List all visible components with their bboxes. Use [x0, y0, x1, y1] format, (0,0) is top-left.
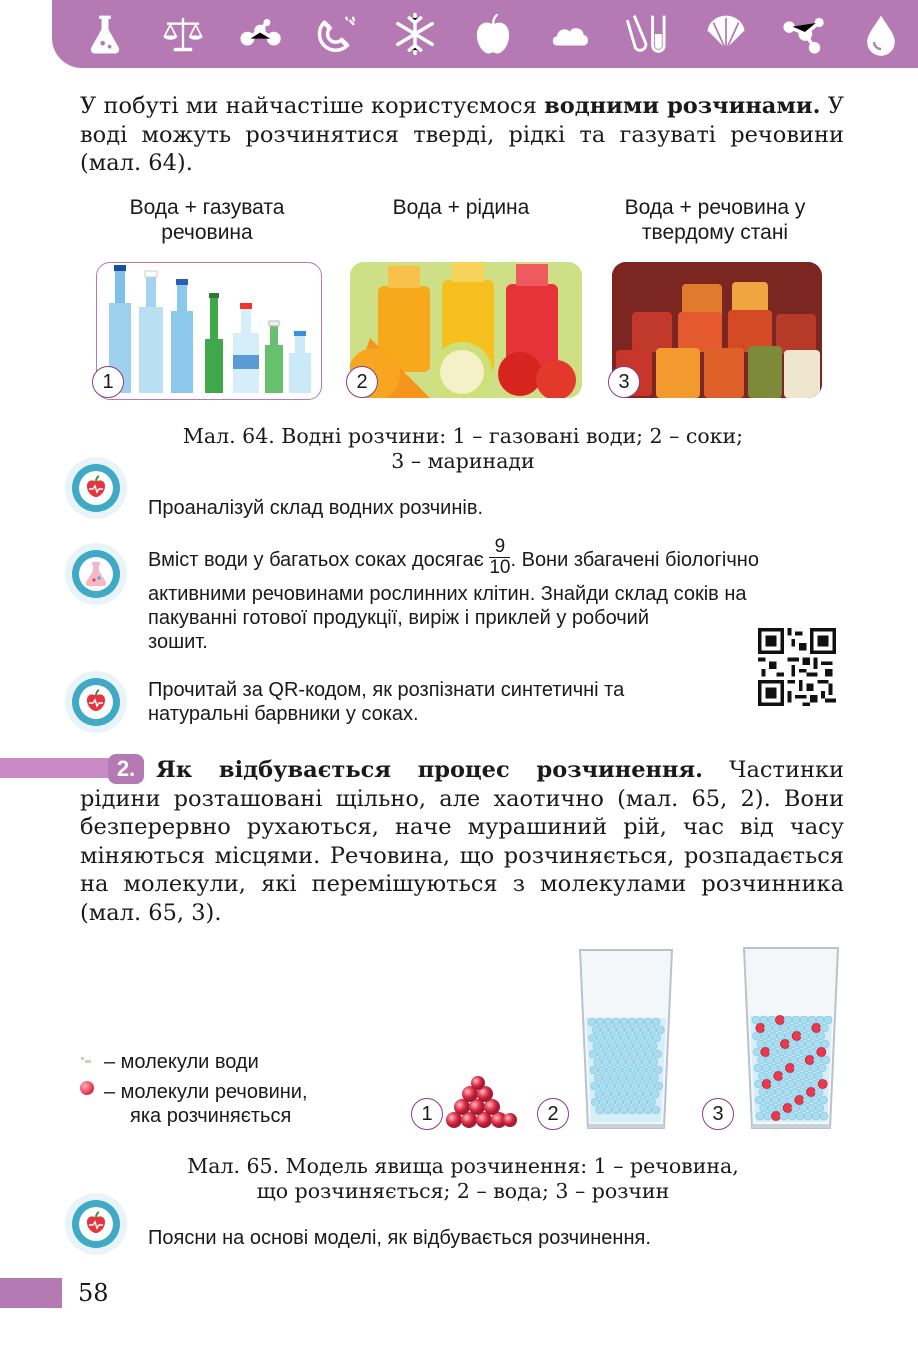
water-molecule — [773, 1040, 781, 1048]
glass-solution — [742, 946, 840, 1130]
section-number: 2. — [108, 754, 144, 784]
water-molecule — [798, 1056, 806, 1064]
substance-molecule — [806, 1087, 815, 1096]
water-molecule — [635, 1090, 643, 1098]
water-molecule — [775, 1088, 783, 1096]
fraction-denominator: 10 — [489, 557, 511, 579]
water-molecule — [607, 1098, 615, 1106]
label-liquid: Вода + рідина — [392, 196, 530, 219]
task-qr-line1: Прочитай за QR-кодом, як розпізнати синтетичні та — [148, 679, 625, 701]
water-molecule — [819, 1096, 827, 1104]
substance-molecule — [762, 1079, 771, 1088]
model-number-3: 3 — [702, 1098, 734, 1130]
water-molecule — [759, 1088, 767, 1096]
water-molecule — [785, 1048, 793, 1056]
fraction — [489, 537, 510, 578]
substance-molecule — [774, 1071, 783, 1080]
water-molecule — [651, 1090, 659, 1098]
shell-icon — [703, 11, 749, 57]
water-molecule — [637, 1050, 645, 1058]
water-molecule — [625, 1042, 633, 1050]
water-molecule — [790, 1056, 798, 1064]
water-molecule — [776, 1104, 784, 1112]
water-molecule — [639, 1098, 647, 1106]
water-molecule — [783, 1088, 791, 1096]
water-molecule — [652, 1018, 660, 1026]
task-juice-text: Вміст води у багатьох соках досягає — [148, 549, 490, 571]
water-molecule — [800, 1016, 808, 1024]
heart-apple-task-icon — [64, 670, 128, 734]
bottles-illustration — [109, 265, 311, 393]
substance-molecule — [792, 1031, 801, 1040]
water-molecule — [597, 1050, 605, 1058]
water-molecule — [794, 1064, 802, 1072]
water-molecule — [810, 1064, 818, 1072]
water-molecule — [655, 1082, 663, 1090]
water-molecule — [612, 1106, 620, 1114]
water-molecule — [602, 1058, 610, 1066]
water-molecule — [636, 1106, 644, 1114]
water-molecule — [638, 1066, 646, 1074]
figure65-caption-line1: Мал. 65. Модель явища розчинення: 1 – речовина, — [187, 1154, 739, 1178]
water-molecule — [617, 1042, 625, 1050]
water-molecule — [820, 1112, 828, 1120]
intro-text-after: У воді можуть розчинятися тверді, рідкі та газуваті речовини (мал. 64). — [80, 93, 844, 176]
water-molecule — [623, 1082, 631, 1090]
water-molecule — [804, 1024, 812, 1032]
water-molecule — [815, 1088, 823, 1096]
water-molecule — [800, 1104, 808, 1112]
water-molecule — [644, 1018, 652, 1026]
water-molecule — [760, 1016, 768, 1024]
water-molecule — [789, 1040, 797, 1048]
water-molecule — [605, 1034, 613, 1042]
water-molecule — [645, 1034, 653, 1042]
intro-bold-term: водними розчинами. — [544, 93, 821, 119]
water-molecule — [648, 1026, 656, 1034]
water-molecule — [816, 1016, 824, 1024]
water-molecule — [817, 1032, 825, 1040]
water-molecule — [758, 1072, 766, 1080]
water-molecule — [641, 1042, 649, 1050]
substance-pile — [444, 1076, 518, 1130]
water-molecule — [640, 1026, 648, 1034]
test-tubes-icon — [625, 11, 671, 57]
figure64-caption — [100, 424, 826, 474]
substance-molecule — [817, 1047, 826, 1056]
water-molecule — [801, 1032, 809, 1040]
water-molecule — [588, 1018, 596, 1026]
water-molecule — [626, 1058, 634, 1066]
water-molecule — [630, 1066, 638, 1074]
water-molecule — [621, 1050, 629, 1058]
water-molecule — [791, 1088, 799, 1096]
task-qr-line2: натуральні барвники у соках. — [148, 703, 419, 725]
water-molecule — [803, 1096, 811, 1104]
photo-number-3: 3 — [608, 366, 640, 398]
water-molecule — [779, 1096, 787, 1104]
water-molecule — [764, 1024, 772, 1032]
water-molecule — [626, 1074, 634, 1082]
water-molecule — [754, 1064, 762, 1072]
task-juice-text-after: . Вони збагачені біологічно — [510, 549, 759, 571]
water-molecule — [814, 1056, 822, 1064]
legend-substance-line2: яка розчиняється — [130, 1105, 292, 1127]
water-molecule — [610, 1074, 618, 1082]
water-molecule — [774, 1056, 782, 1064]
section2-body: Частинки рідини розташовані щільно, але хаотично (мал. 65, 2). Вони безперервно рухаються, наче мурашиний рій, час від часу міняються місцями. Речовина, що розчиняється, розпадається на молекули, які перемішуються з молекулами розчинника (мал. 65, 3). — [80, 757, 845, 926]
intro-text: У побуті ми найчастіше користуємося — [80, 93, 545, 119]
flask-task-icon — [64, 542, 128, 606]
water-molecule — [607, 1082, 615, 1090]
water-molecule — [600, 1026, 608, 1034]
water-molecule — [809, 1048, 817, 1056]
water-molecule — [639, 1082, 647, 1090]
water-molecule — [796, 1112, 804, 1120]
task-analyze: Проаналізуй склад водних розчинів. — [148, 497, 484, 519]
water-molecule — [818, 1064, 826, 1072]
water-molecule — [780, 1024, 788, 1032]
water-molecule — [802, 1064, 810, 1072]
label-gas: Вода + газувата речовина — [129, 196, 285, 244]
water-molecule — [803, 1080, 811, 1088]
water-molecule — [619, 1090, 627, 1098]
water-molecule — [761, 1032, 769, 1040]
water-molecule — [654, 1066, 662, 1074]
water-molecule — [764, 1112, 772, 1120]
water-molecule — [649, 1042, 657, 1050]
water-molecule — [785, 1032, 793, 1040]
water-molecule — [796, 1024, 804, 1032]
water-molecule — [653, 1050, 661, 1058]
water-molecule — [599, 1082, 607, 1090]
water-molecule — [821, 1040, 829, 1048]
water-molecule — [770, 1064, 778, 1072]
water-molecule — [615, 1098, 623, 1106]
water-molecule — [787, 1080, 795, 1088]
water-molecule — [594, 1058, 602, 1066]
water-molecule — [601, 1042, 609, 1050]
task-juice-water — [148, 536, 848, 579]
flask-icon — [82, 11, 128, 57]
water-molecule — [765, 1040, 773, 1048]
drop-icon — [858, 11, 904, 57]
water-molecule — [633, 1042, 641, 1050]
water-molecule — [613, 1034, 621, 1042]
water-molecule — [816, 1104, 824, 1112]
water-molecule — [591, 1082, 599, 1090]
water-molecule — [793, 1048, 801, 1056]
water-molecule — [762, 1064, 770, 1072]
substance-molecule — [783, 1103, 792, 1112]
substance-molecule-legend-icon — [80, 1081, 94, 1095]
water-molecule — [792, 1104, 800, 1112]
fraction-numerator: 9 — [489, 537, 510, 558]
molecule-chain-icon — [780, 11, 826, 57]
glass-water — [578, 948, 674, 1130]
figure64-caption-line1: Мал. 64. Водні розчини: 1 – газовані води; 2 – соки; — [182, 424, 744, 448]
water-molecule — [790, 1072, 798, 1080]
water-molecule — [644, 1106, 652, 1114]
molecule-icon — [237, 11, 283, 57]
qr-code[interactable] — [758, 628, 836, 706]
water-molecule — [596, 1018, 604, 1026]
water-molecule — [593, 1042, 601, 1050]
water-molecule — [616, 1026, 624, 1034]
water-molecule — [806, 1072, 814, 1080]
water-molecule — [603, 1090, 611, 1098]
water-molecule — [595, 1090, 603, 1098]
water-molecule — [771, 1096, 779, 1104]
water-molecule — [610, 1058, 618, 1066]
water-molecule — [787, 1096, 795, 1104]
water-molecule — [782, 1056, 790, 1064]
water-molecule — [589, 1050, 597, 1058]
substance-molecule — [780, 1039, 789, 1048]
water-molecule — [780, 1112, 788, 1120]
photo-sparkling-water — [96, 262, 322, 400]
apple-icon — [470, 11, 516, 57]
water-molecule — [650, 1074, 658, 1082]
water-molecule — [808, 1104, 816, 1112]
water-molecule — [820, 1024, 828, 1032]
magnet-icon — [315, 11, 361, 57]
water-molecule — [631, 1098, 639, 1106]
substance-molecule — [785, 1063, 794, 1072]
water-molecule — [622, 1066, 630, 1074]
snowflake-icon — [392, 11, 438, 57]
figure65-caption — [100, 1154, 826, 1204]
water-molecule — [808, 1016, 816, 1024]
water-molecule — [779, 1080, 787, 1088]
water-molecule — [801, 1048, 809, 1056]
water-molecule — [637, 1034, 645, 1042]
water-molecule — [599, 1098, 607, 1106]
water-molecule — [634, 1058, 642, 1066]
water-molecule — [602, 1074, 610, 1082]
substance-molecule — [771, 1111, 780, 1120]
water-molecule — [615, 1082, 623, 1090]
water-molecule — [597, 1034, 605, 1042]
legend-water: – молекули води — [104, 1051, 259, 1073]
photo-number-1: 1 — [92, 366, 124, 398]
task-juice-line2: активними речовинами рослинних клітин. Знайди склад соків на — [148, 583, 747, 605]
page-number: 58 — [78, 1279, 109, 1307]
water-molecule — [604, 1018, 612, 1026]
water-molecule — [771, 1080, 779, 1088]
water-molecule — [777, 1032, 785, 1040]
water-molecule — [647, 1082, 655, 1090]
water-molecule — [612, 1018, 620, 1026]
water-molecule — [621, 1034, 629, 1042]
water-molecule — [628, 1106, 636, 1114]
photo-number-2: 2 — [346, 366, 378, 398]
water-molecule — [772, 1024, 780, 1032]
water-molecule — [613, 1050, 621, 1058]
photo-juices — [350, 262, 582, 398]
cloud-icon — [548, 11, 594, 57]
substance-molecule — [756, 1023, 765, 1032]
water-molecule — [755, 1080, 763, 1088]
water-molecule — [592, 1026, 600, 1034]
water-molecule — [799, 1088, 807, 1096]
water-molecule — [632, 1026, 640, 1034]
water-molecule — [763, 1096, 771, 1104]
water-molecule — [768, 1016, 776, 1024]
water-molecule — [618, 1074, 626, 1082]
water-molecule — [805, 1040, 813, 1048]
water-molecule — [629, 1050, 637, 1058]
water-molecule — [643, 1090, 651, 1098]
section2-paragraph — [80, 756, 844, 927]
water-molecule — [623, 1098, 631, 1106]
water-molecule — [788, 1024, 796, 1032]
substance-molecule — [775, 1015, 784, 1024]
header-banner — [52, 0, 918, 68]
task-juice-line3: пакуванні готової продукції, виріж і приклей у робочий — [148, 607, 650, 629]
water-molecule — [596, 1106, 604, 1114]
water-molecule — [757, 1040, 765, 1048]
substance-molecule — [795, 1095, 804, 1104]
water-molecule — [795, 1080, 803, 1088]
water-molecule — [804, 1112, 812, 1120]
water-molecule — [634, 1074, 642, 1082]
water-molecule — [782, 1072, 790, 1080]
legend-substance-line1: – молекули речовини, — [104, 1081, 308, 1103]
water-molecule — [629, 1034, 637, 1042]
photo-marinades — [612, 262, 822, 398]
water-molecule — [628, 1018, 636, 1026]
task-explain: Поясни на основі моделі, як відбувається розчинення. — [148, 1227, 651, 1249]
water-molecule — [777, 1048, 785, 1056]
water-molecule — [812, 1112, 820, 1120]
water-molecule — [598, 1066, 606, 1074]
water-molecule — [652, 1106, 660, 1114]
water-molecule — [811, 1096, 819, 1104]
substance-molecule — [812, 1023, 821, 1032]
water-molecule — [813, 1040, 821, 1048]
heart-apple-task-icon — [64, 456, 128, 520]
water-molecule — [760, 1104, 768, 1112]
water-molecule — [653, 1034, 661, 1042]
water-molecule — [608, 1026, 616, 1034]
figure64-caption-line2: 3 – маринади — [391, 449, 535, 473]
substance-molecule — [761, 1047, 770, 1056]
water-molecule — [809, 1032, 817, 1040]
model-number-2: 2 — [537, 1098, 569, 1130]
heart-apple-task-icon — [64, 1192, 128, 1256]
water-molecule — [642, 1074, 650, 1082]
figure65-caption-line2: що розчиняється; 2 – вода; 3 – розчин — [256, 1179, 670, 1203]
intro-paragraph — [80, 92, 844, 178]
water-molecule — [792, 1016, 800, 1024]
water-molecule — [627, 1090, 635, 1098]
section2-title: Як відбувається процес розчинення. — [156, 757, 703, 783]
water-molecule — [756, 1112, 764, 1120]
water-molecule — [650, 1058, 658, 1066]
water-molecule — [784, 1016, 792, 1024]
water-molecule — [624, 1026, 632, 1034]
water-molecule — [636, 1018, 644, 1026]
water-molecule — [755, 1096, 763, 1104]
model-number-1: 1 — [411, 1098, 443, 1130]
substance-molecule — [805, 1055, 814, 1064]
water-molecule — [642, 1058, 650, 1066]
water-molecule — [767, 1088, 775, 1096]
task-juice-line4: зошит. — [148, 631, 208, 653]
water-molecule — [656, 1026, 664, 1034]
water-molecule — [591, 1098, 599, 1106]
water-molecule — [618, 1058, 626, 1066]
water-molecule — [753, 1032, 761, 1040]
water-molecule — [797, 1040, 805, 1048]
water-molecule — [614, 1066, 622, 1074]
water-molecule — [606, 1066, 614, 1074]
water-molecule — [769, 1048, 777, 1056]
water-molecule — [594, 1074, 602, 1082]
water-molecule — [646, 1066, 654, 1074]
water-molecule — [766, 1056, 774, 1064]
water-molecule — [798, 1072, 806, 1080]
water-molecule — [811, 1080, 819, 1088]
water-molecule — [631, 1082, 639, 1090]
water-molecule — [609, 1042, 617, 1050]
water-molecule — [620, 1018, 628, 1026]
water-molecule — [766, 1072, 774, 1080]
water-molecule — [778, 1064, 786, 1072]
water-molecule — [788, 1112, 796, 1120]
water-molecule-legend-icon — [80, 1052, 92, 1062]
water-molecule — [753, 1048, 761, 1056]
water-molecule — [824, 1016, 832, 1024]
water-molecule — [605, 1050, 613, 1058]
water-molecule — [620, 1106, 628, 1114]
page-marker-bar — [0, 1278, 62, 1308]
water-molecule — [822, 1056, 830, 1064]
water-molecule — [758, 1056, 766, 1064]
water-molecule — [768, 1104, 776, 1112]
substance-molecule — [818, 1079, 827, 1088]
water-molecule — [611, 1090, 619, 1098]
water-molecule — [645, 1050, 653, 1058]
water-molecule — [647, 1098, 655, 1106]
water-molecule — [752, 1016, 760, 1024]
water-molecule — [604, 1106, 612, 1114]
water-molecule — [590, 1066, 598, 1074]
water-molecule — [769, 1032, 777, 1040]
water-molecule — [814, 1072, 822, 1080]
water-molecule — [589, 1034, 597, 1042]
scales-icon — [160, 11, 206, 57]
label-solid: Вода + речовина у твердому стані — [624, 196, 806, 244]
